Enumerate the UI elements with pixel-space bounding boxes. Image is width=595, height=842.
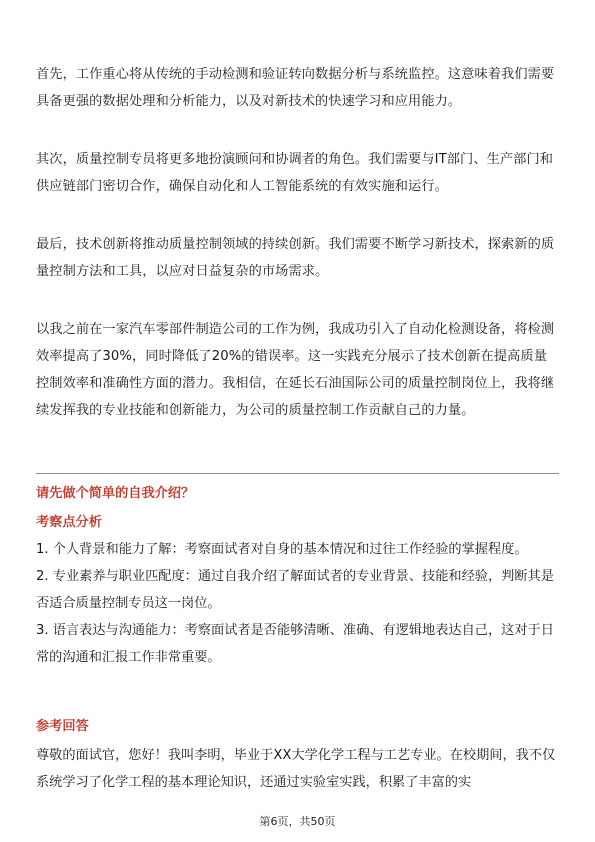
interview-question: 请先做个简单的自我介绍？ bbox=[36, 486, 195, 501]
answer-text: 尊敬的面试官，您好！我叫李明，毕业于XX大学化学工程与工艺专业。在校期间，我不仅系统学习了化学工程的基本理论知识，还通过实验室实践，积累了丰富的实 bbox=[36, 748, 556, 790]
section-divider bbox=[36, 473, 559, 474]
analysis-item-2: 2. 专业素养与职业匹配度：通过自我介绍了解面试者的专业背景、技能和经验，判断其是否适合质量控制专员这一岗位。 bbox=[36, 569, 554, 611]
paragraph-second: 其次，质量控制专员将更多地扮演顾问和协调者的角色。我们需要与IT部门、生产部门和供应链部门密切合作，确保自动化和人工智能系统的有效实施和运行。 bbox=[36, 152, 554, 194]
page-number: 第6页，共50页 bbox=[259, 815, 336, 828]
analysis-item-3: 3. 语言表达与沟通能力：考察面试者是否能够清晰、准确、有逻辑地表达自己，这对于日常的沟通和汇报工作非常重要。 bbox=[36, 623, 554, 665]
paragraph-example: 以我之前在一家汽车零部件制造公司的工作为例，我成功引入了自动化检测设备，将检测效率提高了30%，同时降低了20%的错误率。这一实践充分展示了技术创新在提高质量控制效率和准确性方面的潜力。我相信，在延长石油国际公司的质量控制岗位上，我将继续发挥我的专业技能和创新能力，为公司的质量控制工作贡献自己的力量。 bbox=[36, 322, 555, 418]
document-page bbox=[36, 0, 559, 842]
answer-heading: 参考回答 bbox=[36, 719, 89, 734]
paragraph-first: 首先，工作重心将从传统的手动检测和验证转向数据分析与系统监控。这意味着我们需要具备更强的数据处理和分析能力，以及对新技术的快速学习和应用能力。 bbox=[36, 67, 555, 109]
analysis-list bbox=[36, 536, 559, 671]
analysis-heading: 考察点分析 bbox=[36, 515, 102, 530]
paragraph-third: 最后，技术创新将推动质量控制领域的持续创新。我们需要不断学习新技术，探索新的质量控制方法和工具，以应对日益复杂的市场需求。 bbox=[36, 237, 555, 279]
analysis-item-1: 1. 个人背景和能力了解：考察面试者对自身的基本情况和过往工作经验的掌握程度。 bbox=[36, 542, 528, 557]
